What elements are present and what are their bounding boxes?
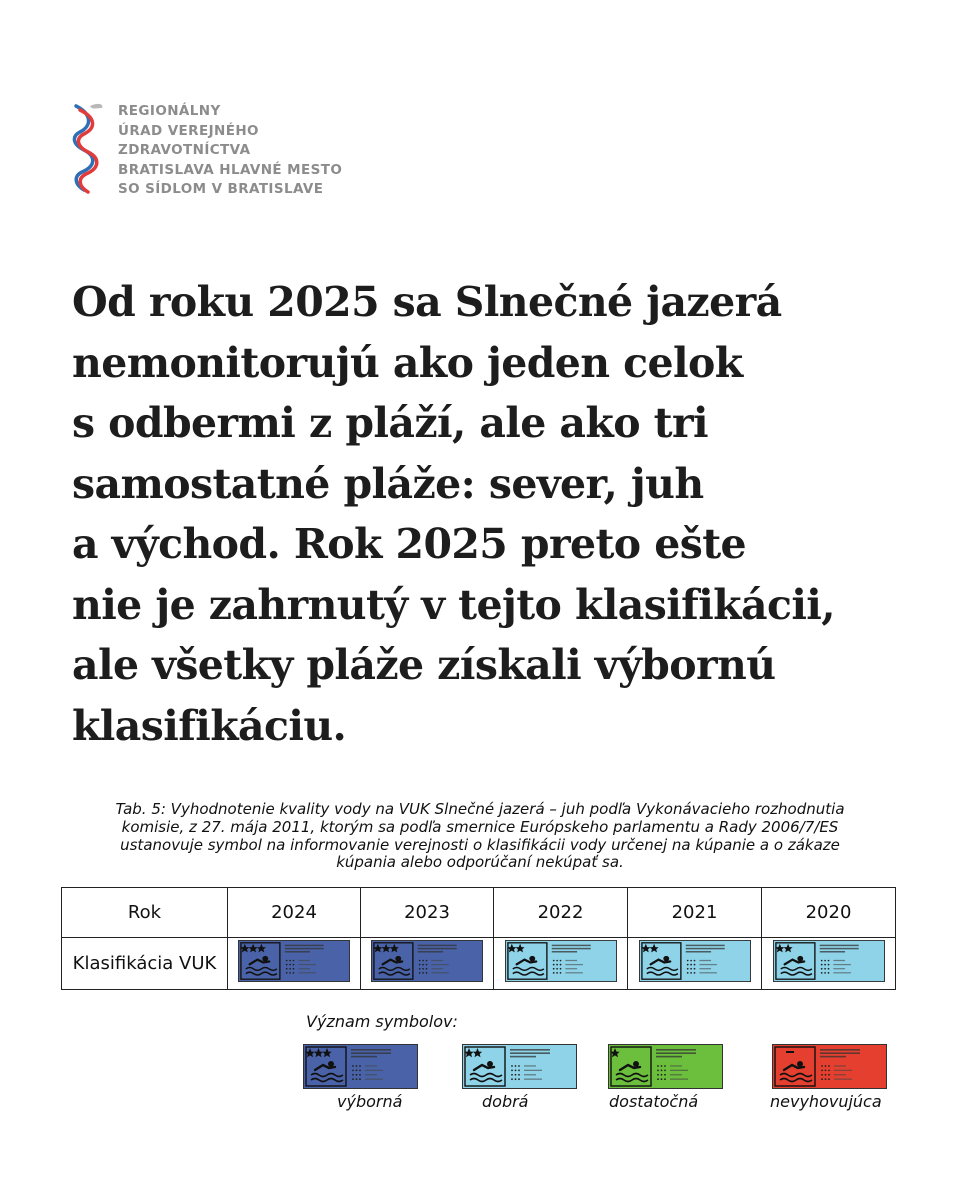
legend-symbol-icon [303, 1044, 418, 1093]
legend-symbol-icon [608, 1044, 723, 1093]
legend-label: dostatočná [609, 1092, 699, 1111]
table-row [62, 938, 896, 990]
legend-label: nevyhovujúca [770, 1092, 882, 1111]
headline-line: nie je zahrnutý v tejto klasifikácii, [72, 580, 835, 629]
classification-cell [228, 938, 361, 990]
row-label: Klasifikácia VUK [62, 938, 228, 990]
institution-logo [70, 100, 370, 200]
header-cell-year: 2024 [228, 888, 361, 938]
logo-line: ZDRAVOTNÍCTVA [118, 142, 251, 158]
headline [72, 272, 932, 756]
caption-line: Tab. 5: Vyhodnotenie kvality vody na VUK Slnečné jazerá – juh podľa Vykonávacieho rozhodnutia [115, 800, 845, 818]
header-cell-year: 2023 [361, 888, 494, 938]
headline-line: a východ. Rok 2025 preto ešte [72, 520, 747, 568]
legend-symbol-icon [772, 1044, 887, 1093]
water-quality-symbol-icon [238, 940, 350, 987]
legend-symbol-icon [462, 1044, 577, 1093]
classification-cell [494, 938, 628, 990]
logo-line: REGIONÁLNY [118, 103, 221, 119]
water-quality-symbol-icon [371, 940, 483, 987]
classification-table [61, 887, 896, 990]
classification-cell [628, 938, 762, 990]
legend-title: Význam symbolov: [306, 1012, 458, 1031]
water-quality-symbol-icon [773, 940, 885, 987]
headline-line: Od roku 2025 sa Slnečné jazerá [72, 278, 782, 326]
header-cell-year: 2022 [494, 888, 628, 938]
legend-label: dobrá [482, 1092, 529, 1111]
header-cell-year: 2021 [628, 888, 762, 938]
caption-line: komisie, z 27. mája 2011, ktorým sa podľa smernice Európskeho parlamentu a Rady 2006/7/ES [121, 817, 839, 836]
header-cell-year: 2020 [762, 888, 896, 938]
logo-line: SO SÍDLOM V BRATISLAVE [118, 181, 324, 197]
water-quality-symbol-icon [639, 940, 751, 987]
legend-label: výborná [337, 1092, 403, 1111]
headline-line: nemonitorujú ako jeden celok [72, 338, 743, 387]
headline-line: ale všetky pláže získali výbornú [72, 641, 776, 689]
headline-line: samostatné pláže: sever, juh [72, 459, 704, 508]
headline-line: s odbermi z pláží, ale ako tri [72, 399, 708, 447]
caption-line: ustanovuje symbol na informovanie verejnosti o klasifikácii vody určenej na kúpanie a o zákaze [120, 835, 840, 854]
classification-cell [361, 938, 494, 990]
rúvz-logo-icon [70, 100, 106, 196]
logo-line: BRATISLAVA HLAVNÉ MESTO [118, 161, 343, 178]
logo-line: ÚRAD VEREJNÉHO [118, 122, 259, 139]
header-cell-rok: Rok [62, 888, 228, 938]
institution-name [118, 102, 342, 200]
classification-cell [762, 938, 896, 990]
table-header-row [62, 888, 896, 938]
water-quality-symbol-icon [505, 940, 617, 987]
table-caption [70, 801, 890, 872]
caption-line: kúpania alebo odporúčaní nekúpať sa. [336, 853, 624, 872]
headline-line: klasifikáciu. [72, 701, 347, 750]
